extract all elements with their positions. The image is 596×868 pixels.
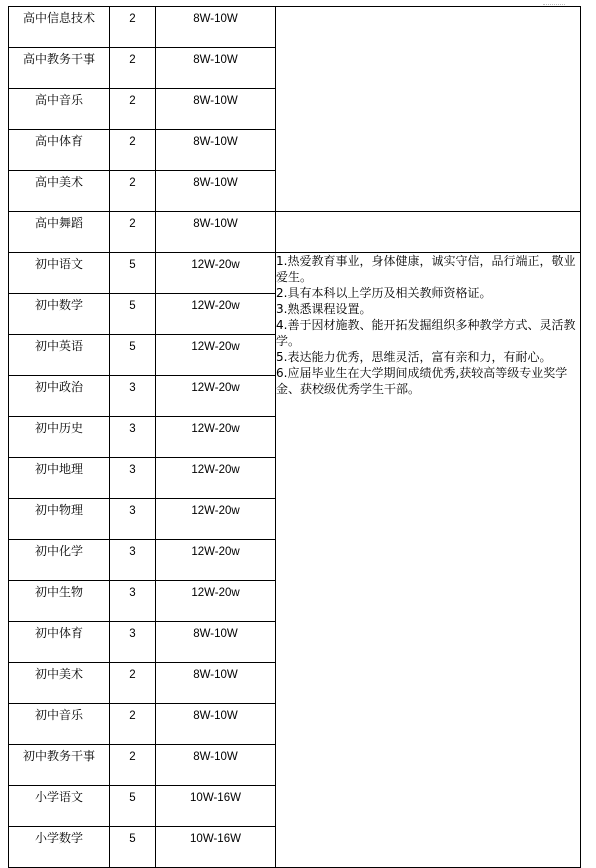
count-cell: [110, 622, 156, 663]
position-count: 2: [129, 710, 136, 722]
position-count: 2: [129, 54, 136, 66]
requirement-item: 4.善于因材施教、能开拓发掘组织多种教学方式、灵活教学。: [276, 318, 576, 348]
position-count: 5: [129, 300, 136, 312]
count-cell: [110, 458, 156, 499]
position-name: 高中音乐: [34, 93, 83, 107]
position-count: 2: [129, 177, 136, 189]
requirements-cell-empty: [276, 7, 581, 212]
position-name: 初中英语: [34, 339, 83, 353]
position-salary: 8W-10W: [193, 669, 238, 681]
count-cell: [110, 417, 156, 458]
position-cell: [9, 171, 110, 212]
position-name: 初中数学: [34, 298, 83, 312]
position-salary: 10W-16W: [190, 792, 241, 804]
requirement-item: 5.表达能力优秀，思维灵活，富有亲和力，有耐心。: [276, 350, 552, 364]
position-count: 5: [129, 792, 136, 804]
position-cell: [9, 335, 110, 376]
position-salary: 12W-20w: [191, 505, 240, 517]
position-count: 3: [129, 423, 136, 435]
position-cell: [9, 294, 110, 335]
position-name: 初中地理: [34, 462, 83, 476]
salary-cell: [156, 212, 276, 253]
position-count: 3: [129, 628, 136, 640]
position-name: 初中化学: [34, 544, 83, 558]
salary-cell: [156, 458, 276, 499]
salary-cell: [156, 48, 276, 89]
position-salary: 8W-10W: [193, 628, 238, 640]
position-cell: [9, 745, 110, 786]
position-count: 5: [129, 833, 136, 845]
requirement-item: 3.熟悉课程设置。: [276, 302, 372, 316]
position-cell: [9, 581, 110, 622]
requirement-item: 1.热爱教育事业，身体健康，诚实守信，品行端正，敬业爱生。: [276, 254, 576, 284]
salary-cell: [156, 130, 276, 171]
count-cell: [110, 540, 156, 581]
position-count: 2: [129, 136, 136, 148]
position-cell: [9, 417, 110, 458]
position-salary: 8W-10W: [193, 13, 238, 25]
position-cell: [9, 622, 110, 663]
count-cell: [110, 663, 156, 704]
position-salary: 8W-10W: [193, 710, 238, 722]
salary-cell: [156, 89, 276, 130]
requirement-item: 6.应届毕业生在大学期间成绩优秀,获较高等级专业奖学金、获校级优秀学生干部。: [276, 366, 568, 396]
position-name: 初中体育: [34, 626, 83, 640]
salary-cell: [156, 663, 276, 704]
position-cell: [9, 89, 110, 130]
position-count: 2: [129, 751, 136, 763]
position-name: 初中生物: [34, 585, 83, 599]
position-name: 初中物理: [34, 503, 83, 517]
position-cell: [9, 7, 110, 48]
salary-cell: [156, 786, 276, 827]
position-cell: [9, 540, 110, 581]
position-cell: [9, 786, 110, 827]
position-name: 初中历史: [34, 421, 83, 435]
count-cell: [110, 212, 156, 253]
position-cell: [9, 376, 110, 417]
position-name: 初中政治: [34, 380, 83, 394]
salary-cell: [156, 704, 276, 745]
requirement-item: 2.具有本科以上学历及相关教师资格证。: [276, 286, 492, 300]
position-name: 高中舞蹈: [34, 216, 83, 230]
position-salary: 12W-20w: [191, 341, 240, 353]
position-salary: 12W-20w: [191, 300, 240, 312]
position-salary: 12W-20w: [191, 423, 240, 435]
salary-cell: [156, 7, 276, 48]
count-cell: [110, 376, 156, 417]
count-cell: [110, 171, 156, 212]
position-name: 高中教务干事: [22, 52, 95, 66]
salary-cell: [156, 499, 276, 540]
salary-cell: [156, 171, 276, 212]
position-salary: 12W-20w: [191, 546, 240, 558]
position-cell: [9, 253, 110, 294]
position-cell: [9, 827, 110, 868]
salary-cell: [156, 622, 276, 663]
count-cell: [110, 253, 156, 294]
position-salary: 8W-10W: [193, 751, 238, 763]
position-salary: 10W-16W: [190, 833, 241, 845]
position-name: 高中美术: [34, 175, 83, 189]
position-name: 高中信息技术: [22, 11, 95, 25]
table-row: [9, 7, 581, 48]
position-name: 小学数学: [34, 831, 83, 845]
position-name: 高中体育: [34, 134, 83, 148]
salary-cell: [156, 335, 276, 376]
position-name: 初中音乐: [34, 708, 83, 722]
salary-cell: [156, 827, 276, 868]
position-name: 初中教务干事: [22, 749, 95, 763]
count-cell: [110, 704, 156, 745]
position-cell: [9, 212, 110, 253]
position-name: 初中语文: [34, 257, 83, 271]
position-count: 2: [129, 95, 136, 107]
position-cell: [9, 130, 110, 171]
position-count: 3: [129, 546, 136, 558]
count-cell: [110, 130, 156, 171]
position-cell: [9, 48, 110, 89]
salary-cell: [156, 540, 276, 581]
position-salary: 8W-10W: [193, 136, 238, 148]
position-cell: [9, 458, 110, 499]
requirements-cell-empty: [276, 212, 581, 253]
count-cell: [110, 745, 156, 786]
count-cell: [110, 294, 156, 335]
position-salary: 12W-20w: [191, 587, 240, 599]
count-cell: [110, 335, 156, 376]
position-count: 3: [129, 505, 136, 517]
count-cell: [110, 581, 156, 622]
count-cell: [110, 89, 156, 130]
position-count: 3: [129, 382, 136, 394]
count-cell: [110, 827, 156, 868]
salary-cell: [156, 745, 276, 786]
table-row: [9, 212, 581, 253]
position-cell: [9, 704, 110, 745]
position-salary: 12W-20w: [191, 464, 240, 476]
requirements-cell: [276, 253, 581, 868]
position-count: 3: [129, 587, 136, 599]
count-cell: [110, 7, 156, 48]
salary-cell: [156, 294, 276, 335]
count-cell: [110, 499, 156, 540]
count-cell: [110, 48, 156, 89]
position-salary: 8W-10W: [193, 54, 238, 66]
position-salary: 8W-10W: [193, 218, 238, 230]
position-name: 小学语文: [34, 790, 83, 804]
salary-cell: [156, 417, 276, 458]
position-salary: 8W-10W: [193, 95, 238, 107]
salary-cell: [156, 581, 276, 622]
position-cell: [9, 663, 110, 704]
salary-cell: [156, 253, 276, 294]
position-count: 2: [129, 13, 136, 25]
position-name: 初中美术: [34, 667, 83, 681]
position-cell: [9, 499, 110, 540]
position-count: 5: [129, 259, 136, 271]
position-count: 5: [129, 341, 136, 353]
position-count: 2: [129, 669, 136, 681]
recruitment-table: [8, 6, 581, 868]
position-count: 2: [129, 218, 136, 230]
position-salary: 8W-10W: [193, 177, 238, 189]
position-count: 3: [129, 464, 136, 476]
table-row: [9, 253, 581, 294]
position-salary: 12W-20w: [191, 382, 240, 394]
count-cell: [110, 786, 156, 827]
salary-cell: [156, 376, 276, 417]
position-salary: 12W-20w: [191, 259, 240, 271]
